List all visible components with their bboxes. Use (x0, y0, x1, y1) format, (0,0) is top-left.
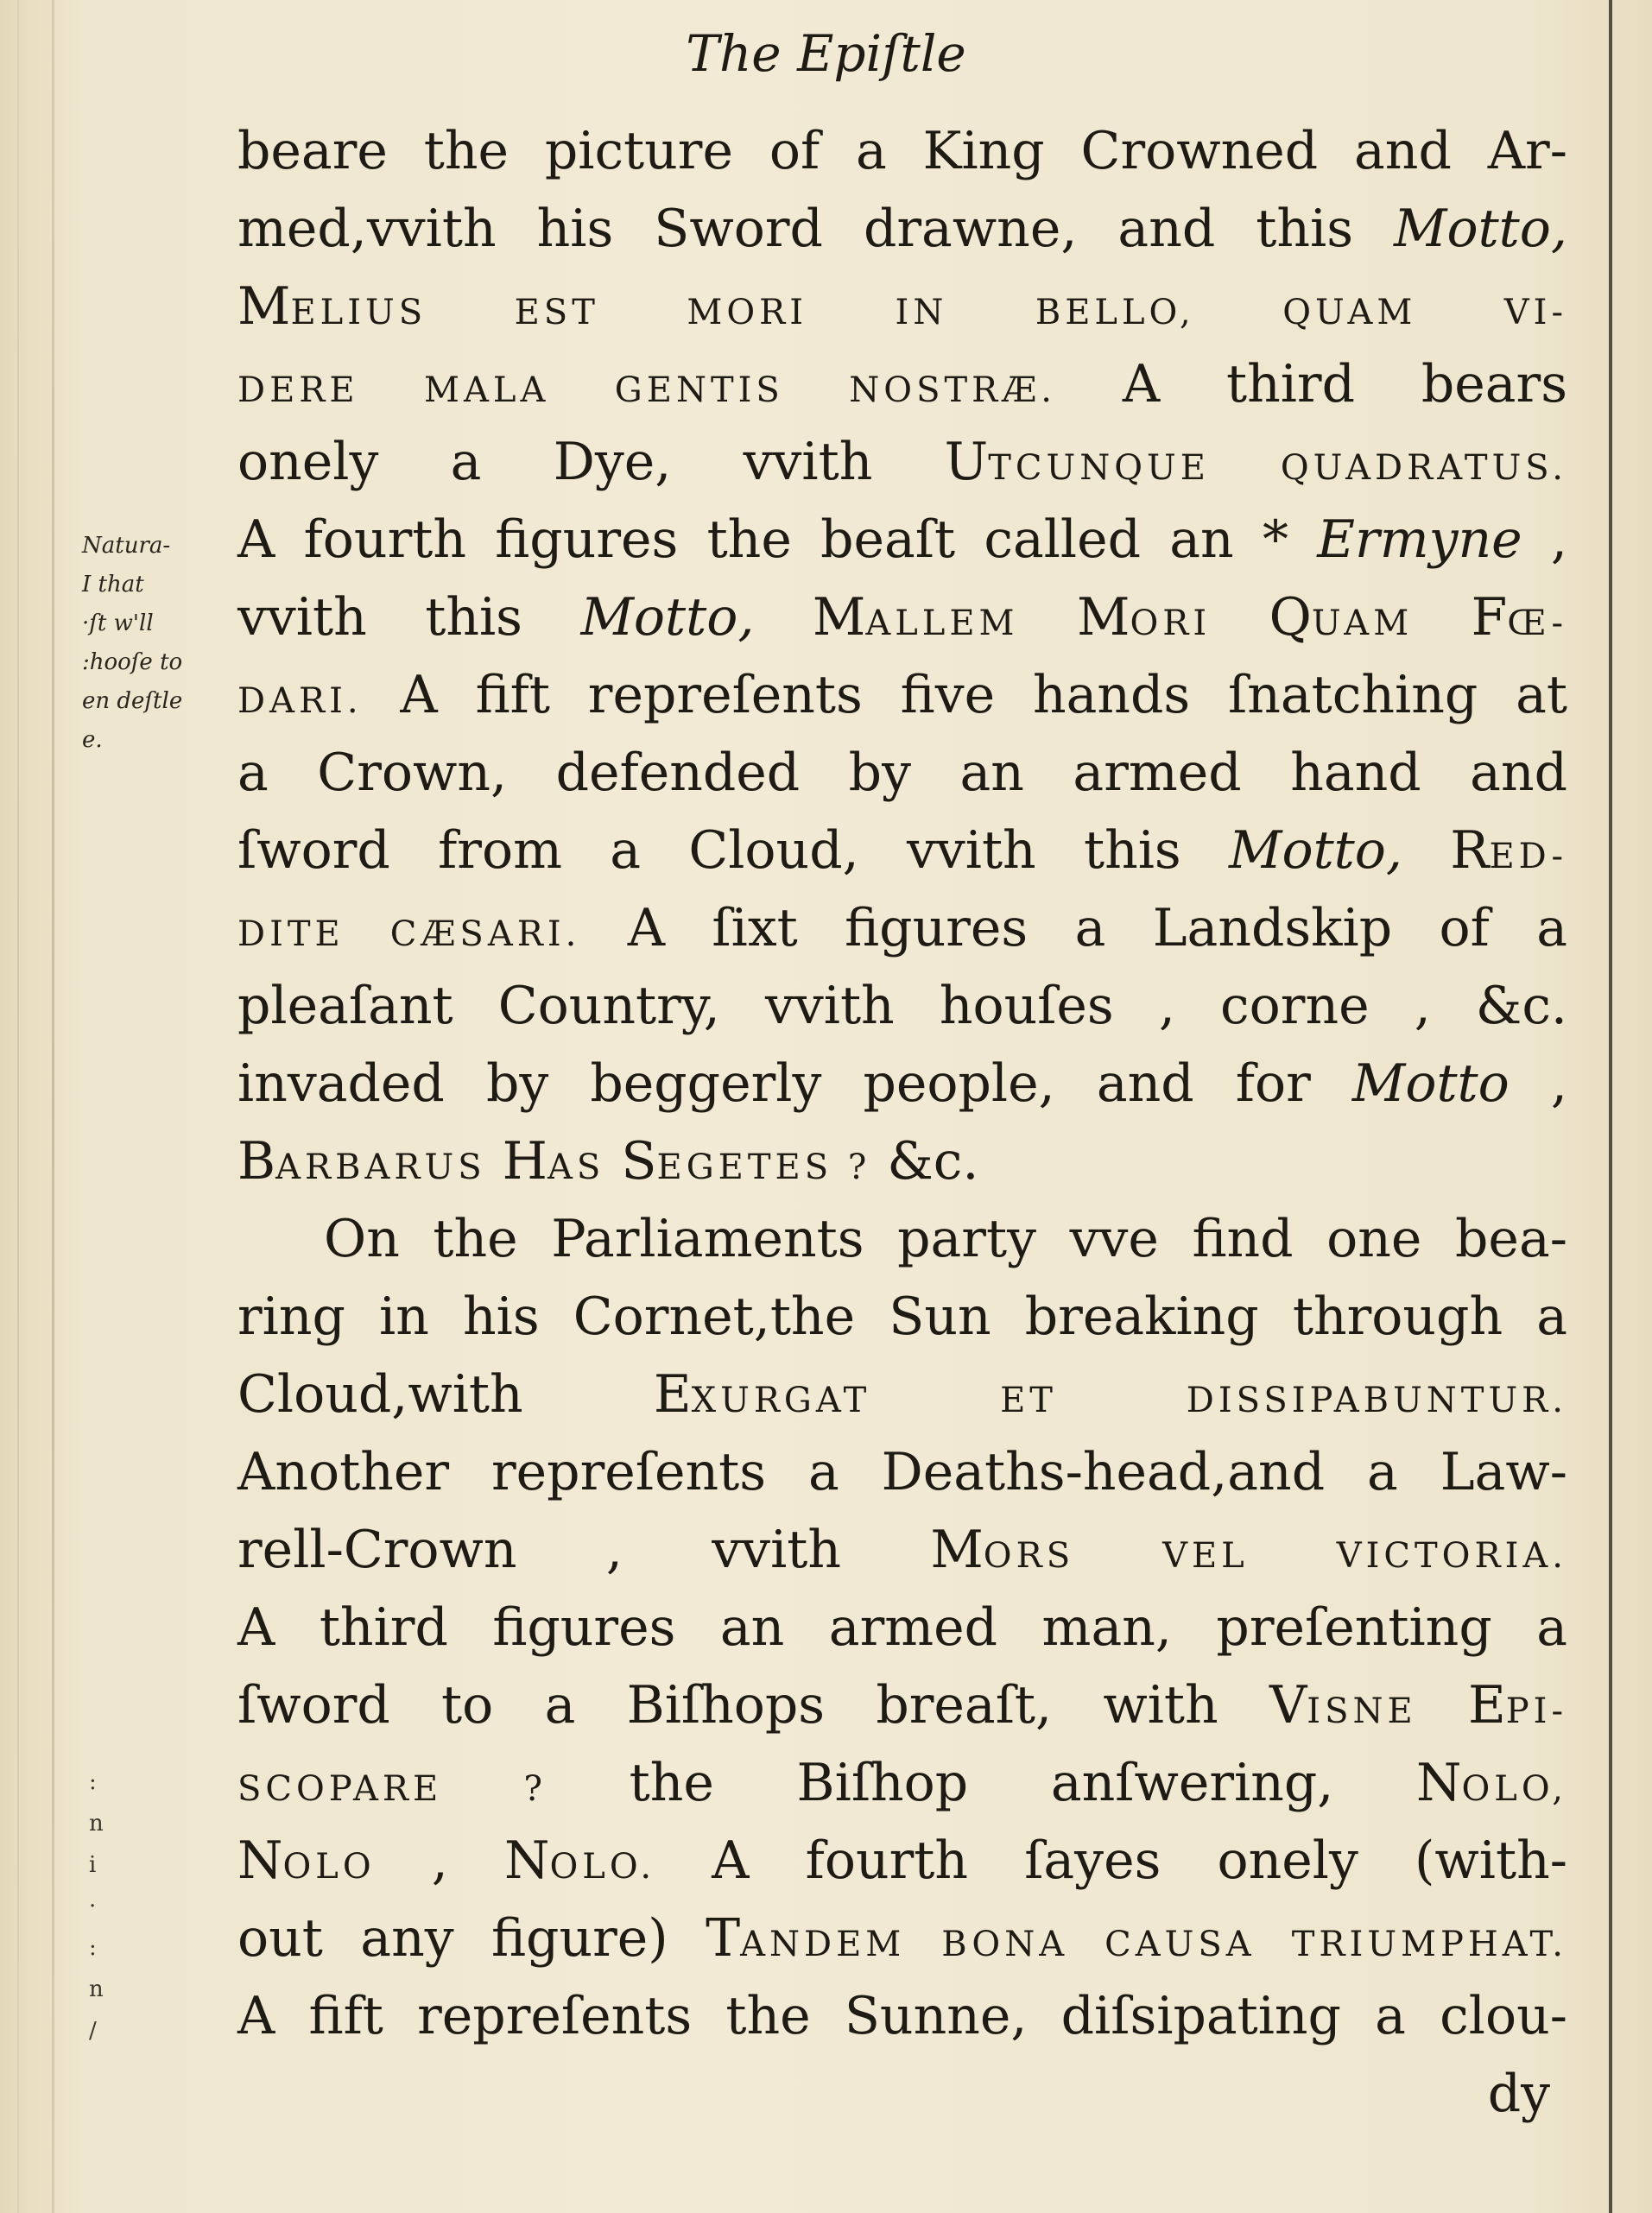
margin-mark: i (89, 1852, 97, 1878)
text-line: invaded by beggerly people, and for Motto , (237, 1053, 1567, 1114)
text-line: ſword from a Cloud, vvith this Motto, RED- (237, 820, 1567, 881)
marginal-note-line: en deſtle (82, 688, 183, 714)
text-line: MELIUS EST MORI IN BELLO, QUAM VI- (237, 276, 1567, 337)
text-line: Cloud,with EXURGAT ET DISSIPABUNTUR. (237, 1364, 1567, 1425)
text-line: SCOPARE ? the Biſhop anſwering, NOLO, (237, 1753, 1567, 1813)
marginal-note-line: e. (82, 727, 103, 753)
text-line: onely a Dye, vvith UTCUNQUE QUADRATUS. (237, 432, 1567, 492)
margin-mark: n (89, 1976, 104, 2002)
text-line: ſword to a Biſhops breaſt, with VISNE EPI- (237, 1675, 1567, 1736)
running-head: The Epiſtle (686, 24, 966, 83)
gutter-line (52, 0, 54, 2213)
text-line: BARBARUS HAS SEGETES ? &c. (237, 1131, 979, 1192)
text-line: beare the picture of a King Crowned and Ar- (237, 121, 1567, 181)
text-line: pleaſant Country, vvith houſes , corne , &c. (237, 976, 1567, 1036)
margin-mark: : (89, 1935, 97, 1961)
text-line: rell-Crown , vvith MORS VEL VICTORIA. (237, 1520, 1567, 1580)
margin-mark: n (89, 1811, 104, 1837)
text-line: A fourth figures the beaſt called an * Ermyne , (237, 509, 1567, 570)
text-line: On the Parliaments party vve find one bea- (324, 1209, 1567, 1269)
marginal-note-line: ·ſt w'll (82, 610, 154, 636)
gutter-shadow (17, 0, 19, 2213)
text-line: Another repreſents a Deaths-head,and a Law- (237, 1442, 1567, 1502)
margin-mark: / (89, 2018, 97, 2044)
text-line: med,vvith his Sword drawne, and this Motto, (237, 199, 1567, 259)
margin-mark: · (89, 1894, 97, 1919)
marginal-note-line: I that (82, 572, 144, 598)
text-line: DERE MALA GENTIS NOSTRÆ. A third bears (237, 354, 1567, 414)
text-line: DARI. A fift repreſents five hands ſnatching at (237, 665, 1567, 725)
text-line: DITE CÆSARI. A ſixt figures a Landskip of a (237, 898, 1567, 958)
text-line: A fift repreſents the Sunne, diſsipating a clou- (237, 1986, 1567, 2046)
catchword: dy (1487, 2064, 1550, 2124)
text-line: out any figure) TANDEM BONA CAUSA TRIUMPHAT. (237, 1908, 1567, 1969)
body-text (237, 112, 1567, 2133)
text-line: A third figures an armed man, preſenting a (237, 1597, 1567, 1658)
text-line: vvith this Motto, MALLEM MORI QUAM FŒ- (237, 587, 1568, 648)
marginal-note-line: :hooſe to (82, 649, 183, 675)
text-line: a Crown, defended by an armed hand and (237, 743, 1567, 803)
margin-mark: : (89, 1769, 97, 1795)
text-line: NOLO , NOLO. A fourth ſayes onely (with- (237, 1830, 1567, 1891)
margin-marks (89, 1761, 104, 2052)
page-edge (1609, 0, 1612, 2213)
marginal-note (82, 527, 233, 760)
text-line: ring in his Cornet,the Sun breaking through a (237, 1287, 1567, 1347)
marginal-note-line: Natura- (82, 533, 171, 559)
